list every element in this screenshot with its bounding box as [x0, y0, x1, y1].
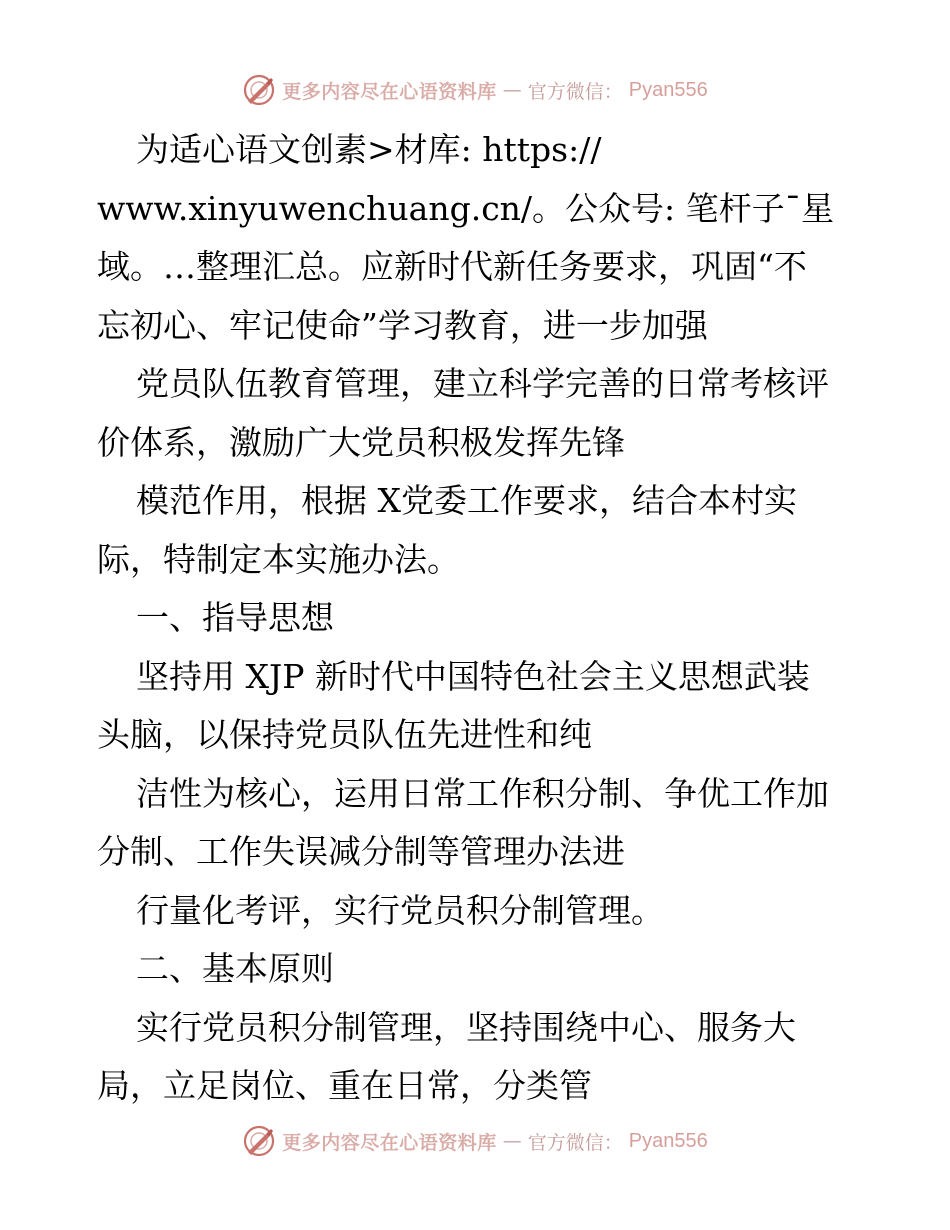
watermark-handle: Pyan556 [628, 1129, 708, 1152]
document-body [97, 121, 857, 1116]
document-line: 际，特制定本实施办法。 [97, 539, 460, 579]
document-line: 一、指导思想 [136, 598, 334, 637]
document-line: 二、基本原则 [136, 949, 334, 988]
document-line: 模范作用，根据 X党委工作要求，结合本村实 [136, 481, 797, 520]
document-line: 价体系，激励广大党员积极发挥先锋 [97, 422, 625, 462]
watermark-official-label: 官方微信： [527, 80, 623, 103]
document-line: 头脑，以保持党员队伍先进性和纯 [97, 715, 592, 754]
document-line: 为适心语文创素>材库: https:// [136, 130, 602, 169]
watermark-main-text: 更多内容尽在心语资料库 [282, 80, 497, 103]
document-line: 域。…整理汇总。应新时代新任务要求，巩固“不 [97, 247, 807, 286]
footer-watermark [0, 1121, 950, 1161]
header-watermark [0, 70, 950, 110]
document-line: 行量化考评，实行党员积分制管理。 [136, 890, 664, 930]
watermark-official-label: 官方微信： [527, 1131, 623, 1154]
pen-logo-icon [242, 1124, 276, 1158]
document-line: 洁性为核心，运用日常工作积分制、争优工作加 [136, 773, 829, 813]
document-line: 实行党员积分制管理，坚持围绕中心、服务大 [136, 1007, 796, 1047]
document-line: 忘初心、牢记使命”学习教育，进一步加强 [97, 305, 708, 345]
watermark-main-text: 更多内容尽在心语资料库 [282, 1131, 497, 1154]
watermark-dash: — [502, 79, 522, 101]
document-line: 局，立足岗位、重在日常，分类管 [97, 1066, 592, 1105]
document-line: 分制、工作失误减分制等管理办法进 [97, 832, 625, 871]
document-line: 坚持用 XJP 新时代中国特色社会主义思想武装 [136, 656, 810, 696]
document-line: www.xinyuwenchuang.cn/。公众号: 笔杆子¯星 [97, 188, 835, 228]
watermark-dash: — [502, 1130, 522, 1152]
watermark-handle: Pyan556 [628, 78, 708, 101]
pen-logo-icon [242, 73, 276, 107]
document-line: 党员队伍教育管理，建立科学完善的日常考核评 [136, 364, 829, 403]
